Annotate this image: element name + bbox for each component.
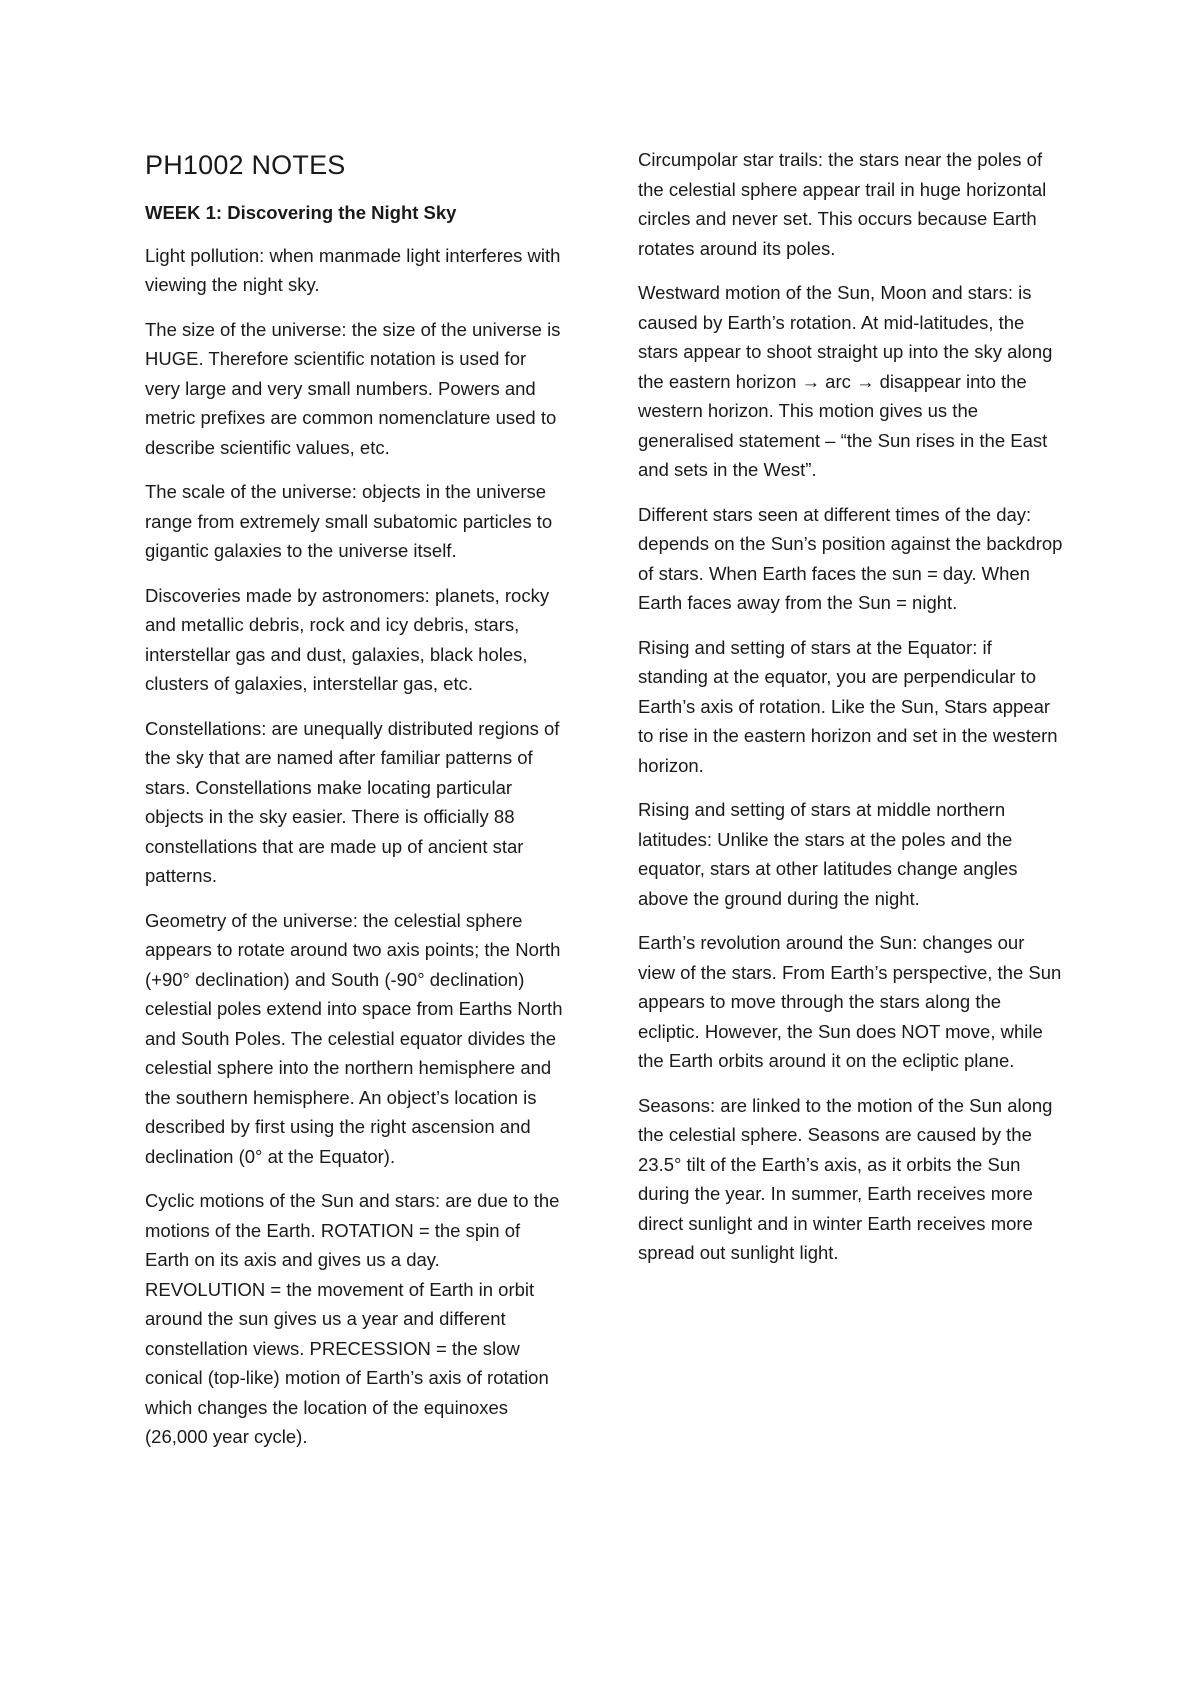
note-scale-of-universe: The scale of the universe: objects in the universe range from extremely small subatomic particles to gigantic galaxies to the universe itself. <box>145 481 553 561</box>
week-heading: WEEK 1: Discovering the Night Sky <box>145 202 457 223</box>
document-title: PH1002 NOTES <box>145 150 346 180</box>
note-westward-motion: Westward motion of the Sun, Moon and stars: is caused by Earth’s rotation. At mid-latitudes, the stars appear to shoot straight up into the sky along the eastern horizon → arc → disappear into the western horizon. This motion gives us the generalised statement – “the Sun rises in the East and sets in the West”. <box>638 282 1053 480</box>
note-cyclic-motions: Cyclic motions of the Sun and stars: are due to the motions of the Earth. ROTATION = the spin of Earth on its axis and gives us a day. REVOLUTION = the movement of Earth in orbit around the sun gives us a year and different constellation views. PRECESSION = the slow conical (top-like) motion of Earth’s axis of rotation which changes the location of the equinoxes (26,000 year cycle). <box>145 1190 560 1447</box>
note-seasons: Seasons: are linked to the motion of the Sun along the celestial sphere. Seasons are caused by the 23.5° tilt of the Earth’s axis, as it orbits the Sun during the year. In summer, Earth receives more direct sunlight and in winter Earth receives more spread out sunlight light. <box>638 1094 1053 1263</box>
note-stars-at-equator: Rising and setting of stars at the Equator: if standing at the equator, you are perpendicular to Earth’s axis of rotation. Like the Sun, Stars appear to rise in the eastern horizon and set in the western horizon. <box>638 636 1058 776</box>
note-different-stars: Different stars seen at different times of the day: depends on the Sun’s position against the backdrop of stars. When Earth faces the sun = day. When Earth faces away from the Sun = night. <box>638 503 1063 613</box>
note-constellations: Constellations: are unequally distributed regions of the sky that are named after familiar patterns of stars. Constellations make locating particular objects in the sky easier. There is officially 88 constellations that are made up of ancient star patterns. <box>145 717 560 886</box>
note-size-of-universe: The size of the universe: the size of the universe is HUGE. Therefore scientific notation is used for very large and very small numbers. Powers and metric prefixes are common nomenclature used to describe scientific values, etc. <box>145 318 561 458</box>
left-column <box>145 148 565 1467</box>
note-light-pollution: Light pollution: when manmade light interferes with viewing the night sky. <box>145 244 561 295</box>
note-stars-mid-latitudes: Rising and setting of stars at middle northern latitudes: Unlike the stars at the poles and the equator, stars at other latitudes change angles above the ground during the night. <box>638 799 1018 909</box>
note-circumpolar-star-trails: Circumpolar star trails: the stars near the poles of the celestial sphere appear trail in huge horizontal circles and never set. This occurs because Earth rotates around its poles. <box>638 149 1047 259</box>
note-discoveries: Discoveries made by astronomers: planets, rocky and metallic debris, rock and icy debris, stars, interstellar gas and dust, galaxies, black holes, clusters of galaxies, interstellar gas, etc. <box>145 584 550 694</box>
right-column <box>638 148 1063 1283</box>
note-earth-revolution: Earth’s revolution around the Sun: changes our view of the stars. From Earth’s perspective, the Sun appears to move through the stars along the ecliptic. However, the Sun does NOT move, while the Earth orbits around it on the ecliptic plane. <box>638 932 1062 1071</box>
note-geometry-of-universe: Geometry of the universe: the celestial sphere appears to rotate around two axis points; the North (+90° declination) and South (-90° declination) celestial poles extend into space from Earths North and South Poles. The celestial equator divides the celestial sphere into the northern hemisphere and the southern hemisphere. An object’s location is described by first using the right ascension and declination (0° at the Equator). <box>145 909 563 1167</box>
